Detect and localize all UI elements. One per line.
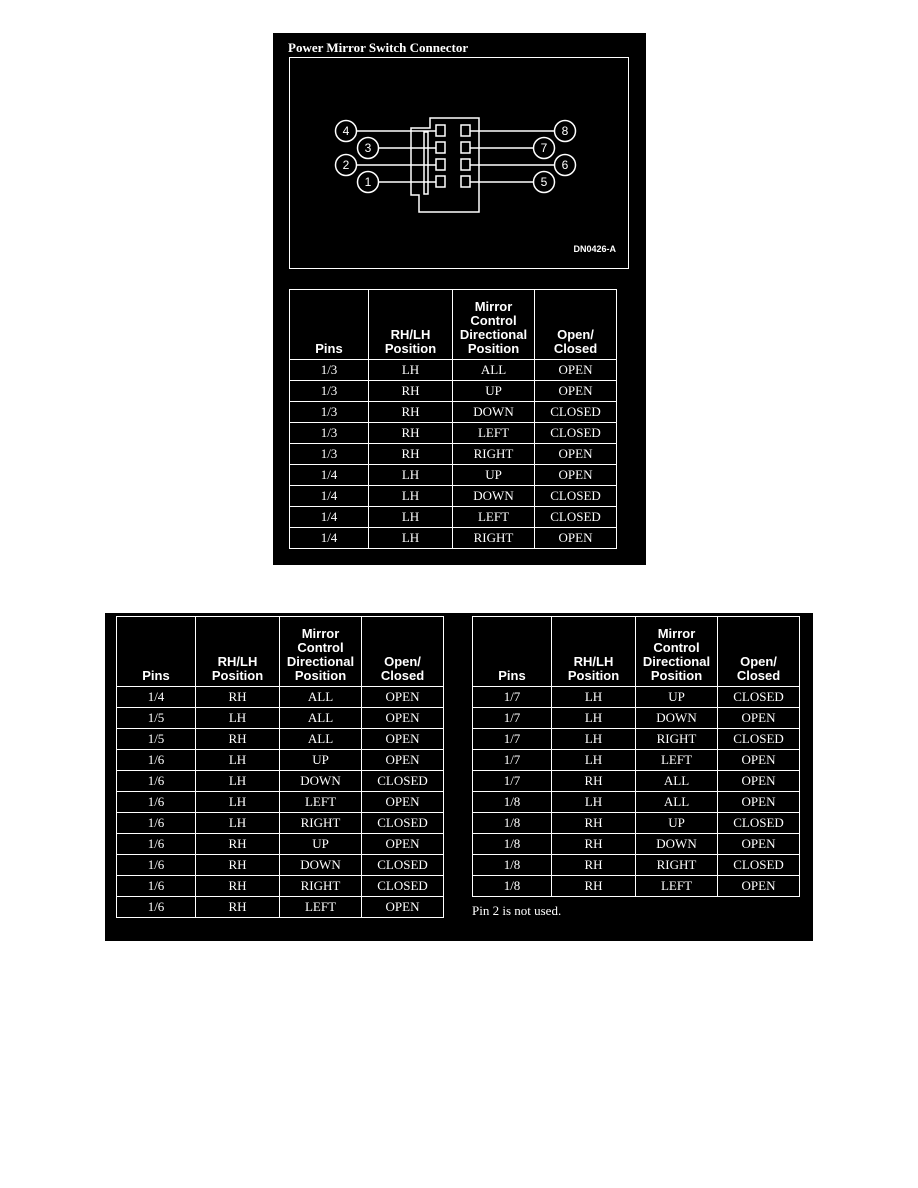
table-row [473, 792, 800, 813]
table-row [473, 855, 800, 876]
direction-cell: UP [636, 687, 718, 708]
pins-cell: 1/5 [117, 708, 196, 729]
table-row [117, 813, 444, 834]
table-row [117, 708, 444, 729]
pins-cell: 1/5 [117, 729, 196, 750]
table-row [117, 771, 444, 792]
position-cell: LH [552, 729, 636, 750]
pin-label-3: 3 [364, 141, 372, 155]
direction-cell: UP [453, 381, 535, 402]
table-row [117, 876, 444, 897]
pins-cell: 1/3 [290, 360, 369, 381]
state-cell: OPEN [362, 834, 444, 855]
direction-cell: UP [453, 465, 535, 486]
state-cell: OPEN [535, 465, 617, 486]
header-pins: Pins [473, 617, 552, 687]
table-row [473, 876, 800, 897]
header-state: Open/ Closed [362, 617, 444, 687]
direction-cell: ALL [280, 708, 362, 729]
pins-cell: 1/6 [117, 876, 196, 897]
position-cell: RH [196, 834, 280, 855]
cavity-2 [436, 159, 445, 170]
pins-cell: 1/7 [473, 729, 552, 750]
state-cell: OPEN [362, 729, 444, 750]
table-row [473, 834, 800, 855]
position-cell: LH [369, 465, 453, 486]
direction-cell: RIGHT [453, 528, 535, 549]
table-row [290, 507, 617, 528]
direction-cell: ALL [453, 360, 535, 381]
table-row [117, 729, 444, 750]
pin-label-7: 7 [540, 141, 548, 155]
position-cell: LH [196, 750, 280, 771]
position-cell: LH [196, 771, 280, 792]
state-cell: CLOSED [718, 729, 800, 750]
direction-cell: LEFT [280, 897, 362, 918]
cavity-4 [436, 125, 445, 136]
state-cell: OPEN [718, 750, 800, 771]
pin-label-4: 4 [342, 124, 350, 138]
state-cell: CLOSED [718, 813, 800, 834]
pin-table-top [289, 289, 617, 549]
state-cell: CLOSED [362, 771, 444, 792]
connector-diagram [289, 57, 629, 269]
position-cell: RH [552, 855, 636, 876]
pins-cell: 1/8 [473, 834, 552, 855]
position-cell: LH [552, 750, 636, 771]
direction-cell: LEFT [453, 507, 535, 528]
state-cell: OPEN [362, 687, 444, 708]
pins-cell: 1/3 [290, 402, 369, 423]
table-row [473, 687, 800, 708]
table-row [290, 381, 617, 402]
pins-cell: 1/7 [473, 771, 552, 792]
table-row [117, 855, 444, 876]
direction-cell: ALL [280, 687, 362, 708]
header-direction: Mirror Control Directional Position [453, 290, 535, 360]
position-cell: RH [552, 813, 636, 834]
pins-cell: 1/4 [290, 486, 369, 507]
pin-table-left [116, 616, 444, 918]
state-cell: CLOSED [535, 507, 617, 528]
state-cell: CLOSED [362, 813, 444, 834]
table-row [117, 897, 444, 918]
direction-cell: RIGHT [453, 444, 535, 465]
direction-cell: ALL [636, 771, 718, 792]
pins-cell: 1/8 [473, 876, 552, 897]
pins-cell: 1/7 [473, 750, 552, 771]
table-row [473, 813, 800, 834]
pins-cell: 1/6 [117, 750, 196, 771]
state-cell: CLOSED [362, 876, 444, 897]
connector-drawing [290, 58, 630, 270]
pins-cell: 1/8 [473, 855, 552, 876]
direction-cell: DOWN [636, 834, 718, 855]
pin-tables-panel [105, 613, 813, 941]
state-cell: OPEN [362, 708, 444, 729]
pin-label-5: 5 [540, 175, 548, 189]
state-cell: CLOSED [535, 423, 617, 444]
pin-label-8: 8 [561, 124, 569, 138]
table-row [117, 792, 444, 813]
header-pins: Pins [290, 290, 369, 360]
diagram-title: Power Mirror Switch Connector [288, 40, 469, 55]
cavity-8 [461, 125, 470, 136]
pins-cell: 1/4 [290, 465, 369, 486]
table-row [290, 360, 617, 381]
cavity-7 [461, 142, 470, 153]
direction-cell: LEFT [453, 423, 535, 444]
connector-latch [424, 132, 428, 194]
pins-cell: 1/3 [290, 381, 369, 402]
pin-label-6: 6 [561, 158, 569, 172]
pins-cell: 1/8 [473, 792, 552, 813]
table-row [290, 486, 617, 507]
direction-cell: DOWN [453, 486, 535, 507]
pin-label-2: 2 [342, 158, 350, 172]
pins-cell: 1/7 [473, 708, 552, 729]
pins-cell: 1/8 [473, 813, 552, 834]
state-cell: OPEN [718, 708, 800, 729]
state-cell: OPEN [535, 381, 617, 402]
cavity-6 [461, 159, 470, 170]
header-direction: Mirror Control Directional Position [636, 617, 718, 687]
diagram-code: DN0426-A [573, 244, 616, 254]
pins-cell: 1/4 [290, 507, 369, 528]
pins-cell: 1/6 [117, 792, 196, 813]
position-cell: RH [369, 381, 453, 402]
cavity-1 [436, 176, 445, 187]
direction-cell: RIGHT [636, 729, 718, 750]
position-cell: RH [196, 876, 280, 897]
table-row [117, 834, 444, 855]
state-cell: CLOSED [535, 486, 617, 507]
position-cell: LH [369, 360, 453, 381]
position-cell: RH [196, 687, 280, 708]
position-cell: RH [552, 834, 636, 855]
table-row [290, 423, 617, 444]
position-cell: RH [196, 897, 280, 918]
position-cell: LH [196, 708, 280, 729]
pins-cell: 1/3 [290, 444, 369, 465]
table-row [473, 771, 800, 792]
position-cell: LH [369, 528, 453, 549]
pin-table-right [472, 616, 800, 897]
position-cell: RH [552, 771, 636, 792]
pins-cell: 1/3 [290, 423, 369, 444]
state-cell: CLOSED [718, 855, 800, 876]
footnote: Pin 2 is not used. [472, 903, 562, 918]
direction-cell: RIGHT [280, 813, 362, 834]
table-row [290, 465, 617, 486]
table-row [473, 708, 800, 729]
state-cell: OPEN [535, 528, 617, 549]
position-cell: LH [196, 813, 280, 834]
header-position: RH/LH Position [196, 617, 280, 687]
position-cell: LH [552, 687, 636, 708]
table-row [290, 444, 617, 465]
direction-cell: LEFT [636, 876, 718, 897]
header-pins: Pins [117, 617, 196, 687]
position-cell: LH [552, 792, 636, 813]
direction-cell: RIGHT [636, 855, 718, 876]
header-direction: Mirror Control Directional Position [280, 617, 362, 687]
direction-cell: RIGHT [280, 876, 362, 897]
table-row [473, 729, 800, 750]
position-cell: RH [196, 729, 280, 750]
direction-cell: DOWN [280, 855, 362, 876]
position-cell: LH [552, 708, 636, 729]
table-row [290, 402, 617, 423]
state-cell: CLOSED [535, 402, 617, 423]
header-state: Open/ Closed [718, 617, 800, 687]
header-state: Open/ Closed [535, 290, 617, 360]
direction-cell: DOWN [453, 402, 535, 423]
table-row [473, 750, 800, 771]
pins-cell: 1/6 [117, 834, 196, 855]
state-cell: OPEN [362, 750, 444, 771]
state-cell: OPEN [718, 792, 800, 813]
pins-cell: 1/7 [473, 687, 552, 708]
position-cell: RH [369, 444, 453, 465]
direction-cell: ALL [280, 729, 362, 750]
position-cell: LH [369, 486, 453, 507]
connector-diagram-panel [273, 33, 646, 565]
pins-cell: 1/6 [117, 897, 196, 918]
header-position: RH/LH Position [369, 290, 453, 360]
state-cell: OPEN [535, 360, 617, 381]
direction-cell: UP [280, 834, 362, 855]
table-row [117, 750, 444, 771]
state-cell: OPEN [362, 897, 444, 918]
table-row [290, 528, 617, 549]
cavity-5 [461, 176, 470, 187]
position-cell: RH [552, 876, 636, 897]
position-cell: LH [196, 792, 280, 813]
pins-cell: 1/6 [117, 813, 196, 834]
direction-cell: ALL [636, 792, 718, 813]
pins-cell: 1/4 [117, 687, 196, 708]
pins-cell: 1/4 [290, 528, 369, 549]
position-cell: LH [369, 507, 453, 528]
direction-cell: LEFT [280, 792, 362, 813]
position-cell: RH [196, 855, 280, 876]
state-cell: OPEN [718, 834, 800, 855]
state-cell: OPEN [362, 792, 444, 813]
state-cell: OPEN [535, 444, 617, 465]
direction-cell: UP [636, 813, 718, 834]
pins-cell: 1/6 [117, 855, 196, 876]
pins-cell: 1/6 [117, 771, 196, 792]
pin-label-1: 1 [364, 175, 372, 189]
direction-cell: DOWN [636, 708, 718, 729]
position-cell: RH [369, 402, 453, 423]
table-row [117, 687, 444, 708]
direction-cell: DOWN [280, 771, 362, 792]
state-cell: OPEN [718, 771, 800, 792]
state-cell: OPEN [718, 876, 800, 897]
state-cell: CLOSED [362, 855, 444, 876]
direction-cell: UP [280, 750, 362, 771]
direction-cell: LEFT [636, 750, 718, 771]
state-cell: CLOSED [718, 687, 800, 708]
position-cell: RH [369, 423, 453, 444]
cavity-3 [436, 142, 445, 153]
header-position: RH/LH Position [552, 617, 636, 687]
